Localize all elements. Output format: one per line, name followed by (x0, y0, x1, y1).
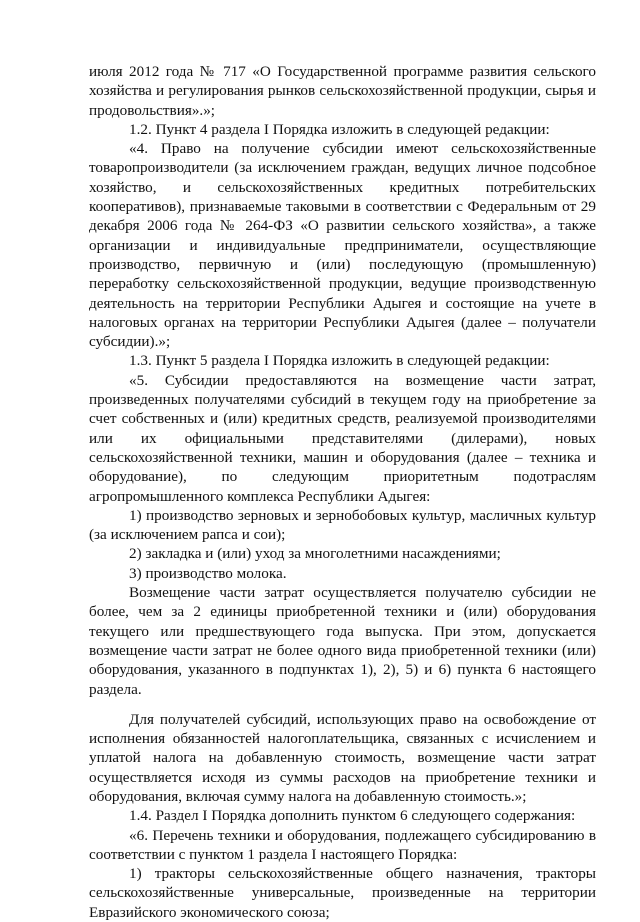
list-item-subsector-1: 1) производство зерновых и зернобобовых культур, масличных культур (за исключением рапса и сои); (89, 506, 596, 544)
paragraph-point-4: «4. Право на получение субсидии имеют сельскохозяйственные товаропроизводители (за исключением граждан, ведущих личное подсобное хозяйство, и сельскохозяйственных кредитных потребительских кооперативов), признаваемые таковыми в соответствии с Федеральным от 29 декабря 2006 года № 264-ФЗ «О развитии сельского хозяйства», а также организации и индивидуальные предприниматели, осуществляющие производство, первичную и (или) последующую (промышленную) переработку сельскохозяйственной продукции, ведущие производственную деятельность на территории Республики Адыгея и состоящие на учете в налоговых органах на территории Республики Адыгея (далее – получатели субсидии).»; (89, 140, 596, 351)
paragraph-point-5: «5. Субсидии предоставляются на возмещение части затрат, произведенных получателями субсидий в текущем году на приобретение за счет собственных и (или) кредитных средств, реализуемой производителями или их официальными представителями (дилерами), новых сельскохозяйственной техники, машин и оборудования (далее – техника и оборудование), по следующим приоритетным подотраслям агропромышленного комплекса Республики Адыгея: (89, 371, 596, 505)
paragraph-item-1-4: 1.4. Раздел I Порядка дополнить пунктом 6 следующего содержания: (129, 807, 576, 825)
list-item-subsector-3: 3) производство молока. (129, 564, 287, 582)
paragraph-item-1-3: 1.3. Пункт 5 раздела I Порядка изложить в следующей редакции: (129, 352, 550, 370)
paragraph-item-1-2: 1.2. Пункт 4 раздела I Порядка изложить в следующей редакции: (129, 120, 550, 138)
paragraph-vat-exemption: Для получателей субсидий, использующих право на освобождение от исполнения обязанностей налогоплательщика, связанных с исчислением и уплатой налога на добавленную стоимость, возмещение части затрат осуществляется исходя из суммы расходов на приобретение техники и оборудования, включая сумму налога на добавленную стоимость.»; (89, 710, 596, 805)
paragraph-point-6: «6. Перечень техники и оборудования, подлежащего субсидированию в соответствии с пунктом 1 раздела I настоящего Порядка: (89, 826, 596, 863)
paragraph-intro-continuation: июля 2012 года № 717 «О Государственной программе развития сельского хозяйства и регулирования рынков сельскохозяйственной продукции, сырья и продовольствия».»; (89, 63, 596, 119)
document-page (89, 62, 596, 922)
list-item-equipment-1: 1) тракторы сельскохозяйственные общего назначения, тракторы сельскохозяйственные универсальные, произведенные на территории Евразийского экономического союза; (89, 865, 596, 921)
paragraph-reimbursement: Возмещение части затрат осуществляется получателю субсидии не более, чем за 2 единицы приобретенной техники и (или) оборудования текущего или предшествующего года выпуска. При этом, допускается возмещение части затрат не более одного вида приобретенной техники (или) оборудования, указанного в подпунктах 1), 2), 5) и 6) пункта 6 настоящего раздела. (89, 584, 596, 698)
list-item-subsector-2: 2) закладка и (или) уход за многолетними насаждениями; (129, 545, 501, 563)
